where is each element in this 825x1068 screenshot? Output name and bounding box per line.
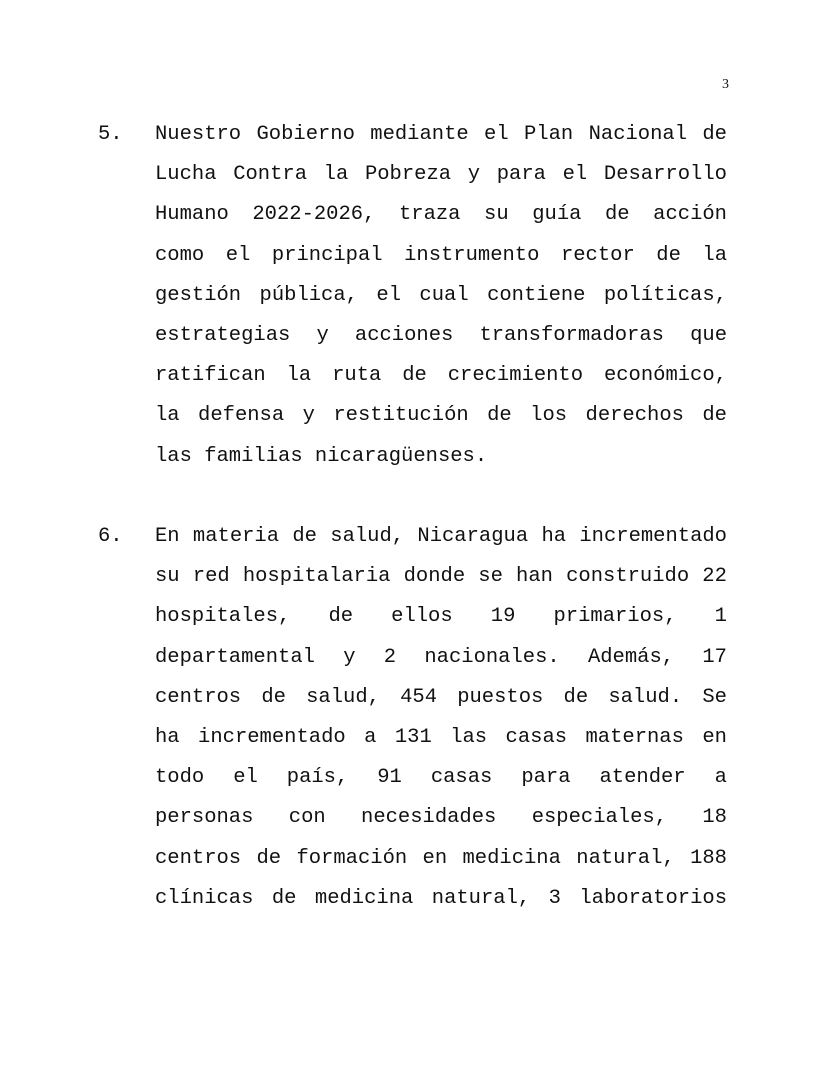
word: el [562, 163, 588, 187]
word: en [422, 846, 448, 870]
word: restitución [333, 404, 469, 428]
word: Plan [524, 123, 574, 146]
word: de [292, 525, 317, 548]
word: instrumento [404, 243, 540, 267]
word: medicina [314, 886, 414, 910]
word: de [487, 404, 512, 428]
text-line [155, 236, 727, 276]
word: Desarrollo [603, 163, 727, 187]
word: el [233, 766, 258, 790]
word: Contra [233, 163, 307, 187]
word: centros [155, 846, 242, 870]
word: el [376, 283, 401, 307]
word: primarios, [553, 605, 677, 629]
text-line [155, 879, 727, 919]
word: de [328, 605, 354, 629]
word: y [467, 163, 481, 187]
word: el [484, 123, 509, 146]
word: casas [505, 725, 568, 749]
text-line [155, 396, 727, 436]
word: construido [566, 565, 690, 589]
word: crecimiento [447, 364, 584, 388]
word: traza [398, 203, 461, 227]
word: en [702, 725, 727, 749]
word: la [155, 404, 180, 428]
word: personas [155, 806, 254, 830]
word: económico, [603, 364, 727, 388]
word: necesidades [361, 806, 497, 830]
word: incrementado [579, 525, 727, 548]
word: la [323, 163, 349, 187]
word: salud, [306, 685, 380, 709]
word: 2022-2026, [252, 203, 376, 227]
text-line [155, 155, 727, 195]
text-line [155, 115, 727, 155]
text-line [155, 517, 727, 557]
word: 1 [714, 605, 727, 629]
word: ha [541, 525, 567, 548]
word: Lucha [155, 163, 217, 187]
word: 2 [383, 645, 397, 669]
word: Se [702, 685, 727, 709]
word: maternas [585, 725, 684, 749]
word: los [530, 404, 568, 428]
word: 131 [394, 725, 432, 749]
word: Nacional [588, 123, 688, 146]
word: hospitales, [155, 605, 291, 629]
word: como [155, 243, 205, 267]
text-line [155, 839, 727, 879]
text-line [155, 557, 727, 597]
word: Gobierno [256, 123, 355, 146]
word: todo [155, 766, 205, 790]
word: han [516, 565, 553, 589]
word: Nicaragua [417, 525, 529, 548]
text-line: las familias nicaragüenses. [155, 444, 488, 468]
word: de [402, 364, 427, 388]
word: salud. [608, 685, 683, 709]
word: 17 [702, 645, 727, 669]
text-line [155, 276, 727, 316]
word: y [343, 645, 356, 669]
word: a [714, 766, 727, 790]
word: materia [192, 525, 280, 548]
word: y [316, 323, 329, 347]
word: ellos [391, 605, 453, 629]
word: 91 [377, 766, 402, 790]
word: las [450, 725, 488, 749]
word: casas [430, 766, 493, 790]
word: 22 [702, 565, 727, 589]
word: su [155, 565, 180, 589]
word: departamental [155, 645, 315, 669]
paragraph-number: 6. [98, 525, 123, 548]
text-line [155, 638, 727, 678]
word: para [521, 766, 571, 790]
word: laboratorios [579, 886, 727, 910]
word: ruta [332, 364, 382, 388]
word: ha [155, 725, 180, 749]
word: de [605, 203, 630, 227]
word: estrategias [155, 323, 291, 347]
paragraph-number: 5. [98, 123, 123, 146]
word: red [192, 565, 230, 589]
word: 19 [490, 605, 516, 629]
word: con [288, 806, 326, 830]
word: la [702, 243, 727, 267]
word: su [484, 203, 509, 227]
text-line [155, 597, 727, 637]
word: atender [599, 766, 686, 790]
word: de [256, 846, 282, 870]
word: natural, [431, 886, 531, 910]
word: incrementado [198, 725, 346, 749]
word: salud, [330, 525, 405, 548]
word: 188 [690, 846, 727, 870]
word: contiene [487, 283, 586, 307]
word: que [690, 323, 727, 347]
word: para [496, 163, 546, 187]
word: gestión [155, 283, 242, 307]
word: acciones [354, 323, 454, 347]
word: Pobreza [364, 163, 452, 187]
word: puestos [457, 685, 544, 709]
word: especiales, [531, 806, 668, 830]
word: 18 [702, 806, 727, 830]
word: principal [271, 243, 383, 267]
word: de [702, 404, 727, 428]
word: donde [403, 565, 466, 589]
word: medicina [462, 846, 561, 870]
word: derechos [585, 404, 684, 428]
word: ratifican [155, 364, 266, 388]
text-line [155, 678, 727, 718]
word: acción [653, 203, 727, 227]
word: la [286, 364, 312, 388]
word: mediante [370, 123, 469, 146]
word: natural, [576, 846, 675, 870]
word: cual [419, 283, 469, 307]
word: centros [155, 685, 242, 709]
word: de [261, 685, 286, 709]
text-line [155, 758, 727, 798]
word: el [225, 243, 251, 267]
paragraph-6 [98, 517, 728, 919]
word: 454 [400, 685, 438, 709]
word: a [364, 725, 377, 749]
word: defensa [198, 404, 285, 428]
word: de [271, 886, 297, 910]
text-line [155, 798, 727, 838]
page-number: 3 [722, 77, 729, 92]
word: Humano [155, 203, 229, 227]
word: se [478, 565, 503, 589]
word: políticas, [603, 283, 727, 307]
word: de [563, 685, 589, 709]
word: país, [286, 766, 349, 790]
word: 3 [548, 886, 561, 910]
word: formación [296, 846, 408, 870]
word: Además, [587, 645, 675, 669]
word: En [155, 525, 180, 548]
text-line [155, 316, 727, 356]
paragraph-5 [98, 115, 728, 477]
text-line [155, 356, 727, 396]
text-line [155, 718, 727, 758]
text-line [155, 195, 727, 235]
word: guía [532, 203, 582, 227]
word: y [302, 404, 315, 428]
word: clínicas [155, 886, 254, 910]
word: nacionales. [424, 645, 560, 669]
word: transformadoras [479, 323, 664, 347]
word: hospitalaria [242, 565, 391, 589]
word: de [702, 123, 727, 146]
word: pública, [259, 283, 358, 307]
word: Nuestro [155, 123, 242, 146]
word: de [656, 243, 681, 267]
word: rector [560, 243, 635, 267]
